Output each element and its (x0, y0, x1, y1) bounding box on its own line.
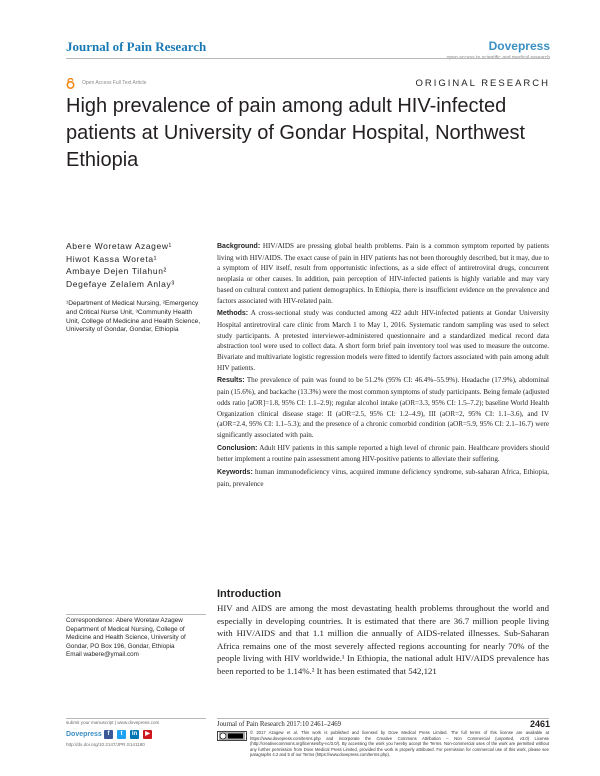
author-name: Degefaye Zelalem Anlay³ (66, 278, 175, 289)
journal-title[interactable]: Journal of Pain Research (66, 39, 207, 54)
submit-manuscript-link[interactable]: submit your manuscript | www.dovepress.com (66, 720, 160, 725)
linkedin-icon[interactable]: in (131, 731, 138, 737)
author-name: Ambaye Dejen Tilahun² (66, 266, 167, 276)
abstract (217, 241, 549, 491)
section-heading-introduction: Introduction (217, 588, 282, 600)
abstract-results: Results: The prevalence of pain was found to be 51.2% (95% CI: 46.4%–55.9%). Headache (17.9%), abdominal pain (15.6%), and backache (13.3%) were the most common symptoms of study participants. Being female (adjusted odds ratio [aOR]=1.8, 95% CI: 1.1–2.9); regular alcohol intake (aOR=3.3, 95% CI: 1.5–7.2); baseline World Health Organization clinical disease stage: II (aOR=2.5, 95% CI: 1.2–4.9), III (aOR=2, 95% CI: 1.1–3.6), and IV (aOR=2.4, 95% CI: 1.1–5.3); and the presence of a chronic comorbid condition (aOR=5.9, 95% CI: 2.1–16.7) were significantly associated with pain. (217, 376, 549, 439)
youtube-icon[interactable]: ▶ (143, 730, 152, 739)
license-text: © 2017 Azagew et al. This work is published and licensed by Dove Medical Press Limited. The full terms of this license are available at https://www.dovepress.com/terms.php and incorporate the Creative Commons Attribution – Non Commercial (unported, v3.0) License (http://creativecommons.org/licenses/by-nc/3.0/). By accessing the work you hereby accept the Terms. Non-commercial uses of the work are permitted without any further permission from Dove Medical Press Limited, provided the work is properly attributed. For permission for commercial use of this work, please see paragraphs 4.2 and 5 of our Terms (https://www.dovepress.com/terms.php). (250, 730, 549, 758)
doi-link[interactable]: http://dx.doi.org/10.2147/JPR.S141180 (66, 742, 145, 747)
section-label: Results: (217, 377, 245, 385)
correspondence-divider (66, 614, 206, 615)
section-label: Background: (217, 243, 261, 250)
article-type: ORIGINAL RESEARCH (415, 78, 550, 89)
abstract-conclusion: Conclusion: Adult HIV patients in this sample reported a high level of chronic pain. Healthcare providers should better implement a routine pain assessment among HIV-positive patients to alleviate their suffering. (217, 443, 550, 464)
author-list (66, 240, 206, 290)
abstract-keywords: Keywords: human immunodeficiency virus, acquired immune deficiency syndrome, sub-saharan Africa, Ethiopia, pain, prevalence (217, 468, 549, 488)
open-access-label: Open Access Full Text Article (82, 80, 147, 86)
author-name: Abere Woretaw Azagew¹ (66, 241, 172, 251)
page-number: 2461 (529, 719, 550, 729)
introduction-text: HIV and AIDS are among the most devastating health problems throughout the world and especially in developing countries. It is estimated that there are 36.7 million people living with HIV/AIDS and that 1.1 million die annually of AIDS-related illnesses. Sub-Saharan Africa remains one of the most severely affected regions accounting for nearly 70% of the people living with HIV worldwide.¹ In Ethiopia, the national adult HIV/AIDS prevalence has been reported to be 1.14%.² It has been estimated that 542,121 (217, 603, 549, 676)
affiliations: ¹Department of Medical Nursing, ²Emergency and Critical Nurse Unit, ³Community Health Unit, College of Medicine and Health Science, University of Gondar, Gondar, Ethiopia (66, 300, 201, 334)
cc-license-icon[interactable] (217, 731, 247, 741)
article-title: High prevalence of pain among adult HIV-infected patients at University of Gondar Hospital, Northwest Ethiopia (66, 95, 526, 171)
correspondence-address: Department of Medical Nursing, College of Medicine and Health Science, University of Gondar, PO Box 196, Gondar, Ethiopia (66, 625, 186, 650)
correspondence-block (66, 617, 206, 660)
abstract-background: Background: HIV/AIDS are pressing global health problems. Pain is a common symptom reported by patients living with HIV/AIDS. The exact cause of pain in HIV patients has not been thoroughly described, but it may, due to a symptom of HIV itself, result from opportunistic infections, as a side effect of antiretroviral drugs, concurrent neoplasia or other causes. In addition, pain perception of HIV-infected patients is highly variable and may vary based on cultural context and patient demographics. In Ethiopia, there is insufficient evidence on the prevalence and factors associated with HIV-related pain. (217, 242, 549, 305)
citation: Journal of Pain Research 2017:10 2461–2469 (217, 721, 342, 728)
twitter-icon[interactable]: t (117, 730, 126, 739)
footer-publisher-logo[interactable]: Dovepress (66, 731, 102, 738)
open-access-icon (66, 78, 76, 88)
facebook-icon[interactable]: f (104, 730, 113, 739)
correspondence-label: Correspondence: Abere Woretaw Azagew (66, 617, 183, 624)
section-label: Conclusion: (217, 444, 258, 452)
footer-divider (217, 718, 549, 719)
section-label: Methods: (217, 310, 249, 318)
correspondence-email[interactable]: Email wabere@ymail.com (66, 651, 139, 659)
abstract-methods: Methods: A cross-sectional study was conducted among 422 adult HIV-infected patients at Gondar University Hospital antiretroviral care clinic from March 1 to May 1, 2016. Systematic random sampling was used to select study participants. A pretested interviewer-administered questionnaire and a standardized medical record data abstraction tool were used to collect data. A short form brief pain inventory tool was used to measure the outcome. Bivariate and multivariate logistic regression models were fitted to identify factors associated with pain among adult HIV patients. (217, 309, 549, 372)
section-label: Keywords: (217, 469, 253, 477)
publisher-logo[interactable]: Dovepress (488, 39, 550, 53)
author-name: Hiwot Kassa Woreta¹ (66, 253, 158, 264)
social-links (104, 730, 152, 739)
footer-divider (66, 718, 206, 719)
header-divider (66, 58, 550, 59)
